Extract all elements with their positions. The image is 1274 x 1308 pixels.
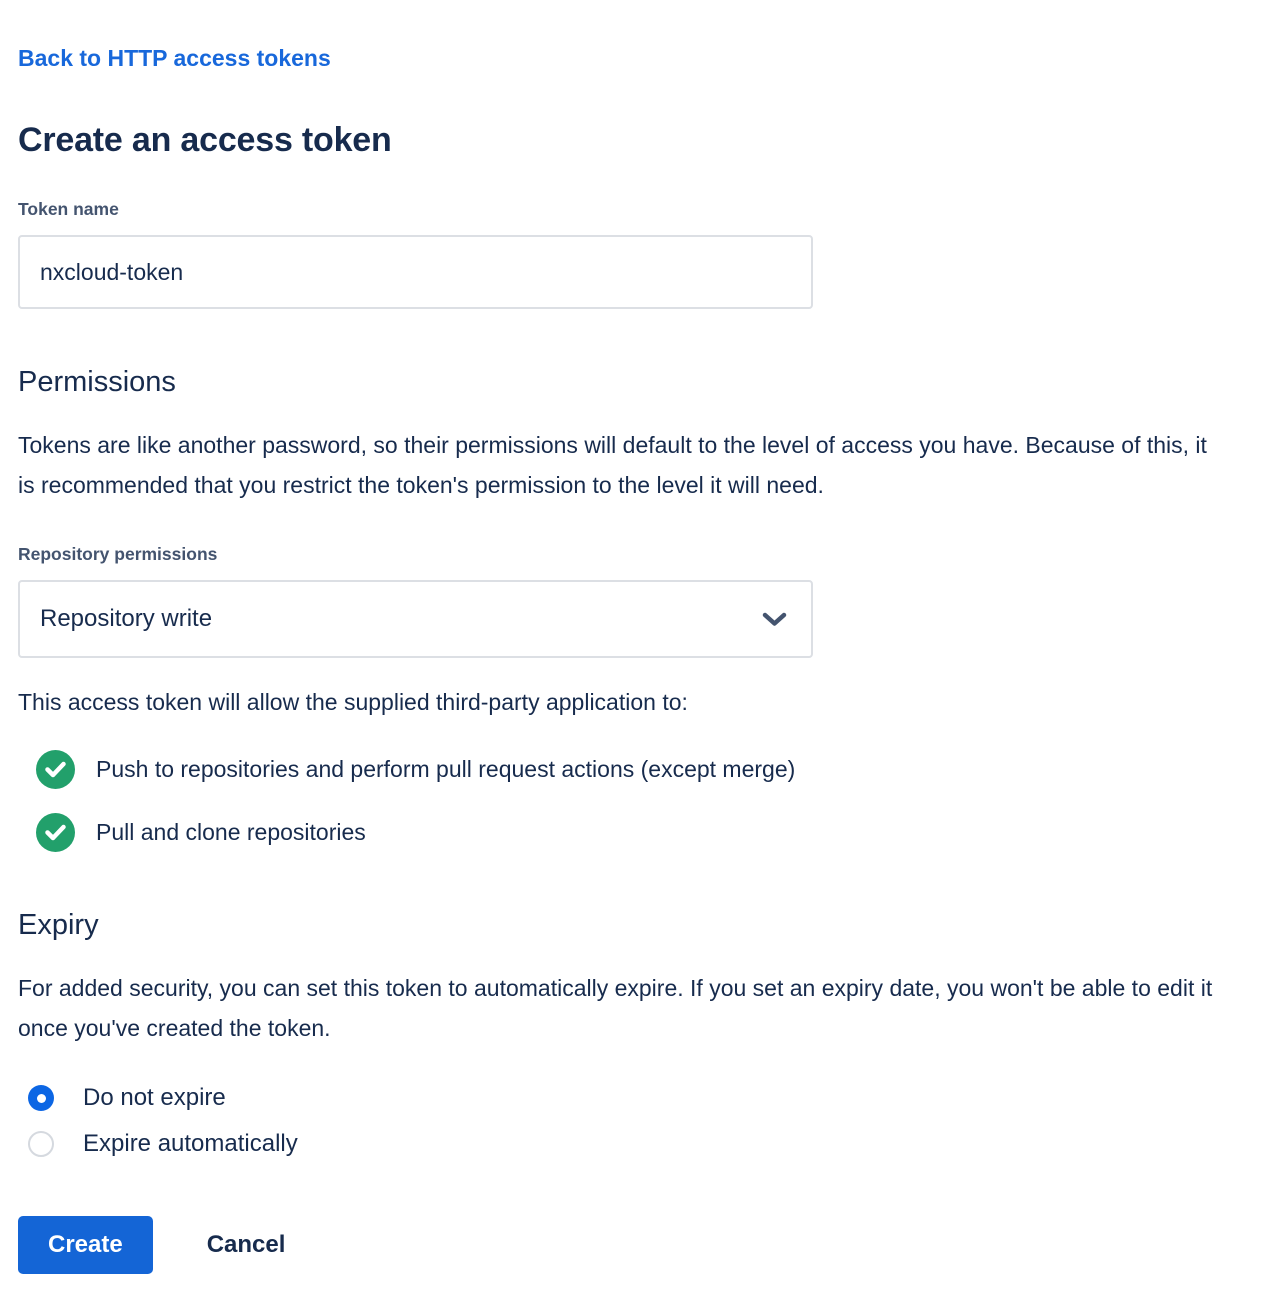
allow-intro-text: This access token will allow the supplied third-party application to: xyxy=(18,689,688,715)
expiry-description: For added security, you can set this token to automatically expire. If you set an expiry date, you won't be able to edit it once you've created the token. xyxy=(18,975,1213,1041)
grant-text: Pull and clone repositories xyxy=(96,819,366,845)
radio-selected-icon[interactable] xyxy=(28,1085,54,1111)
grant-item xyxy=(18,813,1214,852)
repository-permissions-select[interactable] xyxy=(18,580,813,658)
grant-text: Push to repositories and perform pull request actions (except merge) xyxy=(96,756,796,782)
radio-label: Expire automatically xyxy=(83,1130,298,1157)
form-actions xyxy=(18,1216,1214,1274)
back-to-http-access-tokens-link[interactable]: Back to HTTP access tokens xyxy=(18,45,331,71)
radio-label: Do not expire xyxy=(83,1084,226,1111)
radio-unselected-icon[interactable] xyxy=(28,1131,54,1157)
cancel-button[interactable]: Cancel xyxy=(195,1223,298,1267)
repository-permissions-selected-value: Repository write xyxy=(40,605,213,632)
token-name-input[interactable] xyxy=(18,235,813,309)
create-button[interactable]: Create xyxy=(18,1216,153,1274)
expiry-radio-group xyxy=(18,1084,1214,1158)
radio-option-expire-automatically[interactable] xyxy=(18,1130,1214,1158)
chevron-down-icon xyxy=(762,611,787,628)
check-circle-icon xyxy=(36,813,75,852)
page-title: Create an access token xyxy=(18,121,392,159)
expiry-heading: Expiry xyxy=(18,909,99,941)
grant-list xyxy=(18,750,1214,852)
permissions-heading: Permissions xyxy=(18,366,176,398)
grant-item xyxy=(18,750,1214,789)
repository-permissions-label: Repository permissions xyxy=(18,544,218,564)
token-name-label: Token name xyxy=(18,199,119,219)
permissions-description: Tokens are like another password, so their permissions will default to the level of access you have. Because of this, it is recommended that you restrict the token's permission to the level it will need. xyxy=(18,432,1207,498)
radio-option-do-not-expire[interactable] xyxy=(18,1084,1214,1112)
check-circle-icon xyxy=(36,750,75,789)
